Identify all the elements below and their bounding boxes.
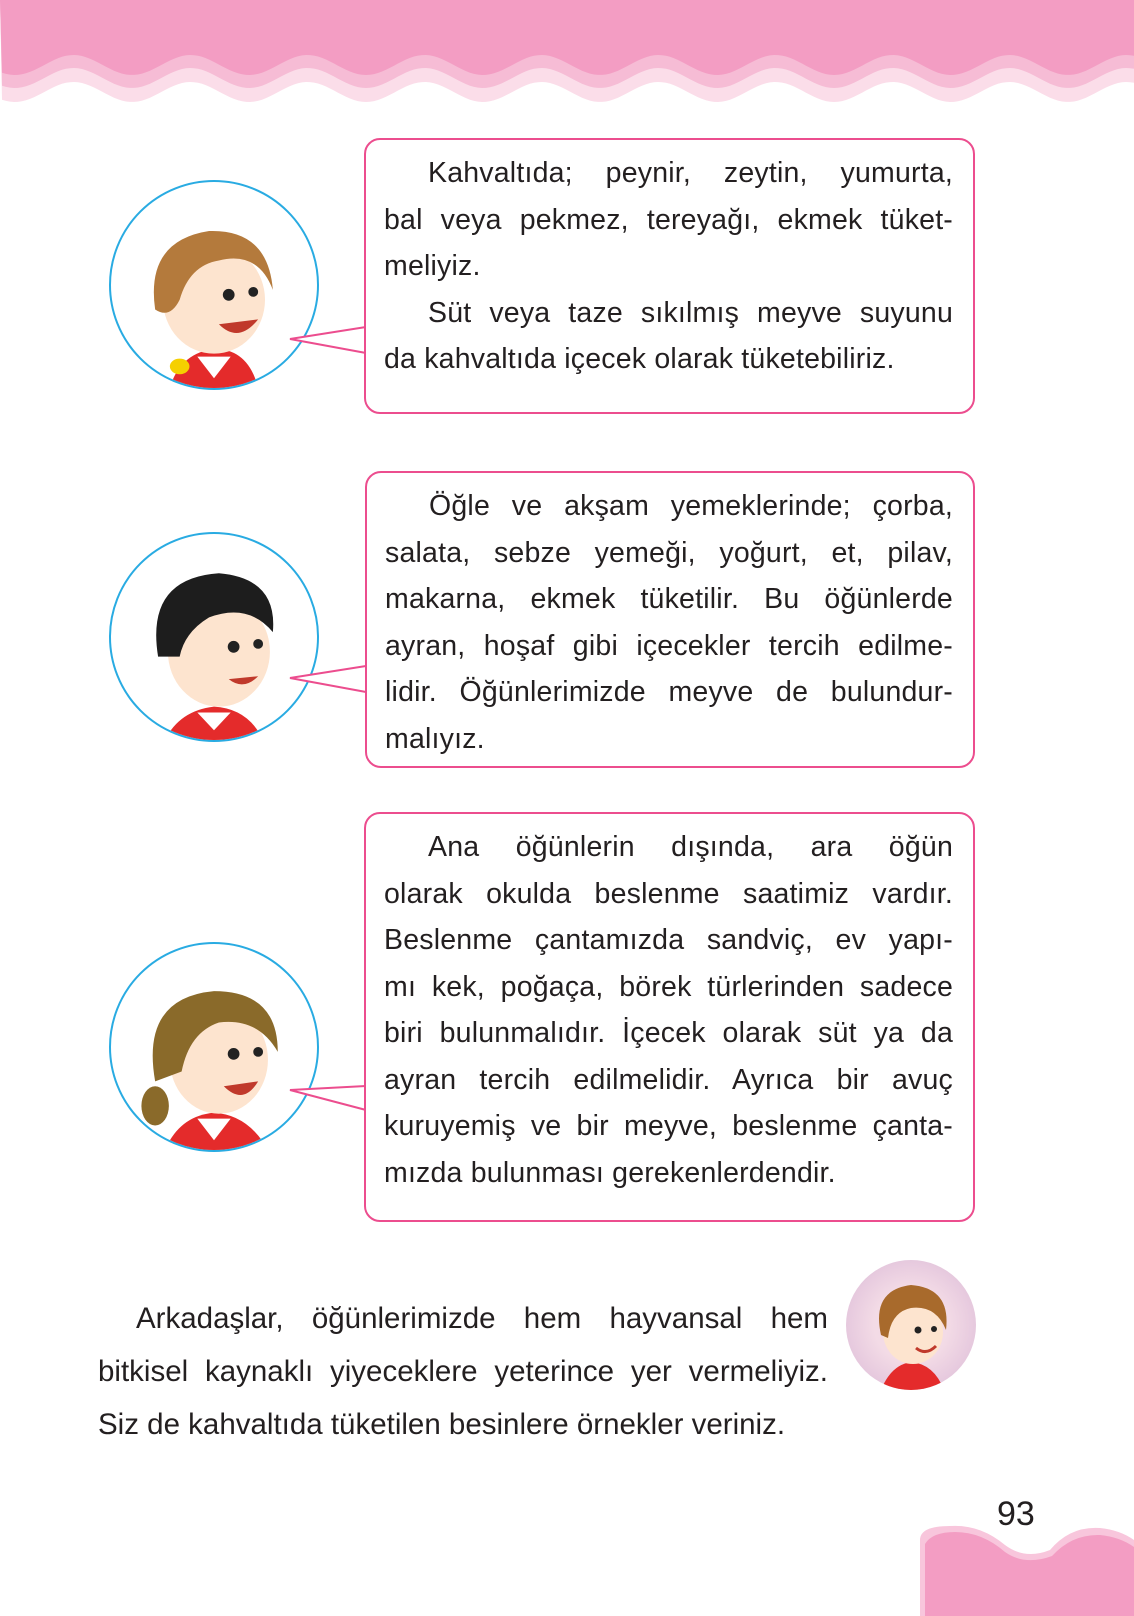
text-line: Beslenme çantamızda sandviç, ev yapı- (384, 924, 953, 956)
text-line: Ana öğünlerin dışında, ara öğün (428, 831, 953, 863)
speech-bubble-snack (364, 812, 975, 1222)
girl-avatar-2 (109, 942, 319, 1152)
boy-curly-character-icon (846, 1260, 976, 1390)
text-line: makarna, ekmek tüketilir. Bu öğünlerde (385, 583, 953, 615)
bubble-tail (288, 1082, 368, 1112)
text-line: olarak okulda beslenme saatimiz vardır. (384, 877, 953, 910)
text-line: malıyız. (385, 722, 485, 755)
girl-character-icon (111, 944, 317, 1150)
bubble-tail (288, 325, 368, 355)
boy-character-icon (111, 534, 317, 740)
text-line: Kahvaltıda; peynir, zeytin, yumurta, (428, 157, 953, 189)
bottom-wave-corner (920, 1520, 1134, 1616)
text-line: Öğle ve akşam yemeklerinde; çorba, (429, 490, 953, 522)
text-line: mı kek, poğaça, börek türlerinden sadece (384, 970, 953, 1003)
text-line: biri bulunmalıdır. İçecek olarak süt ya da (384, 1017, 953, 1049)
boy-curly-avatar (846, 1260, 976, 1390)
speech-bubble-breakfast (364, 138, 975, 414)
boy-avatar (109, 532, 319, 742)
text-line: Siz de kahvaltıda tüketilen besinlere örnekler veriniz. (98, 1408, 786, 1441)
speech-bubble-lunch-dinner (365, 471, 975, 768)
text-line: salata, sebze yemeği, yoğurt, et, pilav, (385, 536, 953, 569)
text-line: da kahvaltıda içecek olarak tüketebiliriz. (384, 343, 895, 375)
closing-paragraph (98, 1292, 828, 1451)
text-line: Süt veya taze sıkılmış meyve suyunu (428, 296, 953, 329)
text-line: bal veya pekmez, tereyağı, ekmek tüket- (384, 203, 953, 236)
top-wave-band (0, 0, 1134, 110)
text-line: lidir. Öğünlerimizde meyve de bulundur- (385, 676, 953, 708)
text-line: meliyiz. (384, 250, 481, 282)
text-line: kuruyemiş ve bir meyve, beslenme çanta- (384, 1110, 953, 1142)
text-line: ayran, hoşaf gibi içecekler tercih edilme- (385, 629, 953, 662)
girl-avatar (109, 180, 319, 390)
text-line: mızda bulunması gerekenlerdendir. (384, 1156, 836, 1189)
page-number: 93 (997, 1495, 1035, 1533)
text-line: ayran tercih edilmelidir. Ayrıca bir avuç (384, 1063, 953, 1096)
girl-character-icon (111, 182, 317, 388)
text-line: Arkadaşlar, öğünlerimizde hem hayvansal hem (136, 1302, 828, 1335)
text-line: bitkisel kaynaklı yiyeceklere yeterince yer vermeliyiz. (98, 1355, 828, 1388)
bubble-tail (288, 664, 368, 694)
